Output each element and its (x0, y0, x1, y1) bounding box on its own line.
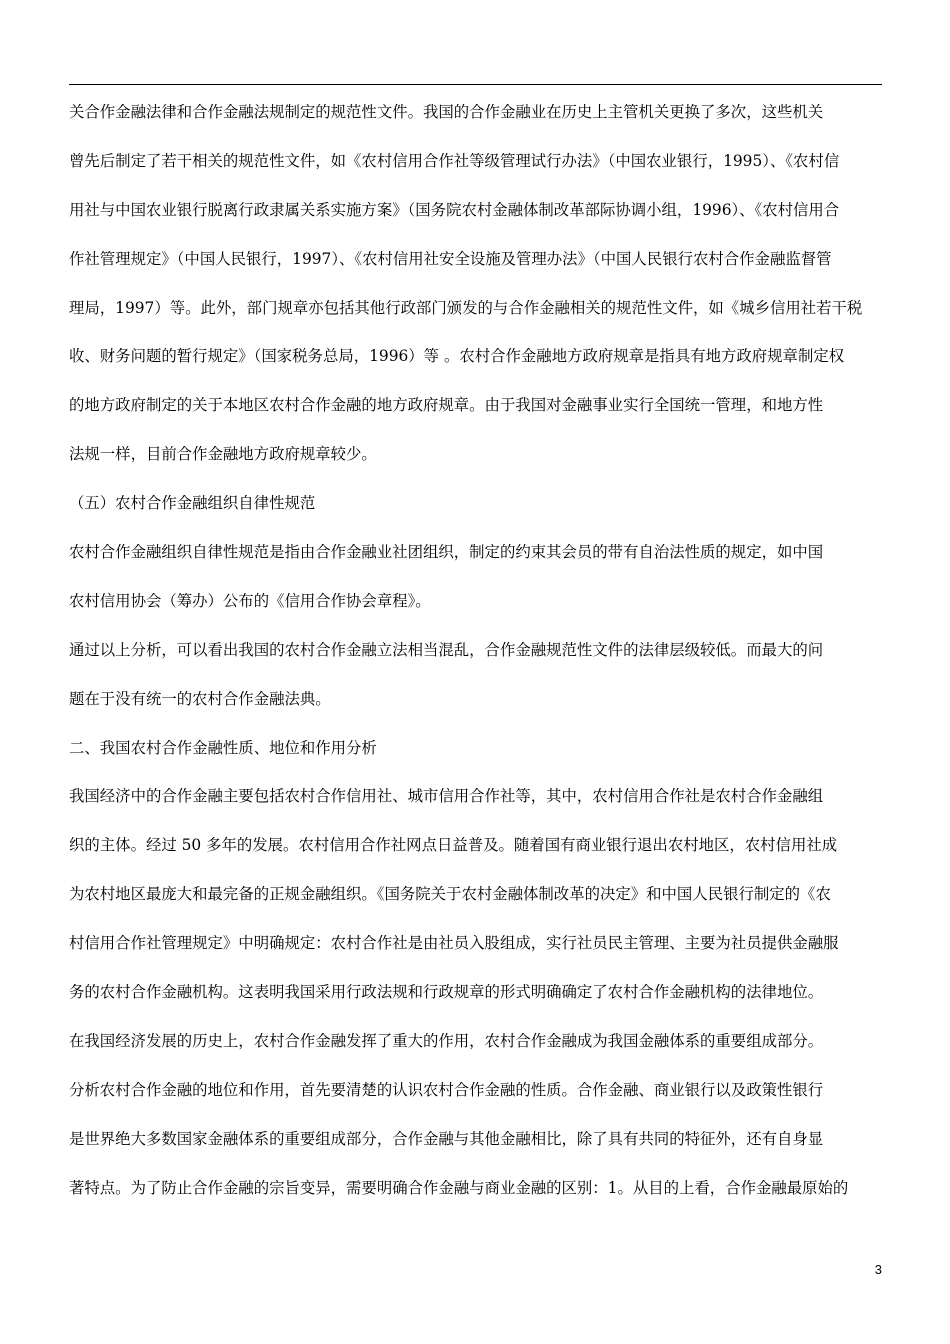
text-line: 农村合作金融组织自律性规范是指由合作金融业社团组织，制定的约束其会员的带有自治法性质的规定，如中国 (69, 543, 824, 562)
heading-line: （五）农村合作金融组织自律性规范 (69, 494, 316, 513)
text-line: 题在于没有统一的农村合作金融法典。 (69, 689, 331, 708)
text-line: 织的主体。经过 50 多年的发展。农村信用合作社网点日益普及。随着国有商业银行退出农村地区，农村信用社成 (69, 836, 838, 855)
text-line: 农村信用协会（筹办）公布的《信用合作协会章程》。 (69, 591, 431, 610)
text-line: 我国经济中的合作金融主要包括农村合作信用社、城市信用合作社等，其中，农村信用合作社是农村合作金融组 (69, 787, 824, 806)
text-line: 曾先后制定了若干相关的规范性文件，如《农村信用合作社等级管理试行办法》（中国农业银行，1995）、《农村信 (69, 151, 840, 170)
text-line: 在我国经济发展的历史上，农村合作金融发挥了重大的作用，农村合作金融成为我国金融体系的重要组成部分。 (69, 1031, 824, 1050)
text-line: 村信用合作社管理规定》中明确规定：农村合作社是由社员入股组成，实行社员民主管理、主要为社员提供金融服 (69, 934, 839, 953)
text-line: 的地方政府制定的关于本地区农村合作金融的地方政府规章。由于我国对金融事业实行全国统一管理，和地方性 (69, 396, 824, 415)
paragraph-regulations (69, 92, 882, 483)
text-line: 作社管理规定》（中国人民银行，1997）、《农村信用社安全设施及管理办法》（中国人民银行农村合作金融监督管 (69, 249, 832, 268)
text-line: 用社与中国农业银行脱离行政隶属关系实施方案》（国务院农村金融体制改革部际协调小组，1996）、《农村信用合 (69, 200, 840, 219)
text-line: 务的农村合作金融机构。这表明我国采用行政法规和行政规章的形式明确确定了农村合作金融机构的法律地位。 (69, 983, 824, 1002)
section-heading-two (69, 728, 882, 777)
heading-line: 二、我国农村合作金融性质、地位和作用分析 (69, 738, 377, 757)
paragraph-historical-role (69, 1021, 882, 1070)
body-text (69, 92, 882, 1216)
text-line: 是世界绝大多数国家金融体系的重要组成部分，合作金融与其他金融相比，除了具有共同的特征外，还有自身显 (69, 1129, 824, 1148)
header-rule (69, 84, 882, 85)
paragraph-analysis-summary (69, 630, 882, 728)
text-line: 理局，1997）等。此外，部门规章亦包括其他行政部门颁发的与合作金融相关的规范性文件，如《城乡信用社若干税 (69, 298, 863, 317)
text-line: 通过以上分析，可以看出我国的农村合作金融立法相当混乱，合作金融规范性文件的法律层级较低。而最大的问 (69, 640, 824, 659)
text-line: 著特点。为了防止合作金融的宗旨变异，需要明确合作金融与商业金融的区别：1。从目的上看，合作金融最原始的 (69, 1178, 849, 1197)
text-line: 法规一样，目前合作金融地方政府规章较少。 (69, 445, 377, 464)
paragraph-cooperative-finance (69, 776, 882, 1020)
page-number: 3 (874, 1262, 882, 1277)
text-line: 分析农村合作金融的地位和作用，首先要清楚的认识农村合作金融的性质。合作金融、商业银行以及政策性银行 (69, 1080, 824, 1099)
section-heading-five (69, 483, 882, 532)
text-line: 为农村地区最庞大和最完备的正规金融组织。《国务院关于农村金融体制改革的决定》和中国人民银行制定的《农 (69, 885, 831, 904)
paragraph-nature-analysis (69, 1070, 882, 1217)
text-line: 关合作金融法律和合作金融法规制定的规范性文件。我国的合作金融业在历史上主管机关更换了多次，这些机关 (69, 103, 824, 121)
text-line: 收、财务问题的暂行规定》（国家税务总局，1996）等 。农村合作金融地方政府规章是指具有地方政府规章制定权 (69, 347, 845, 366)
paragraph-self-regulation (69, 532, 882, 630)
